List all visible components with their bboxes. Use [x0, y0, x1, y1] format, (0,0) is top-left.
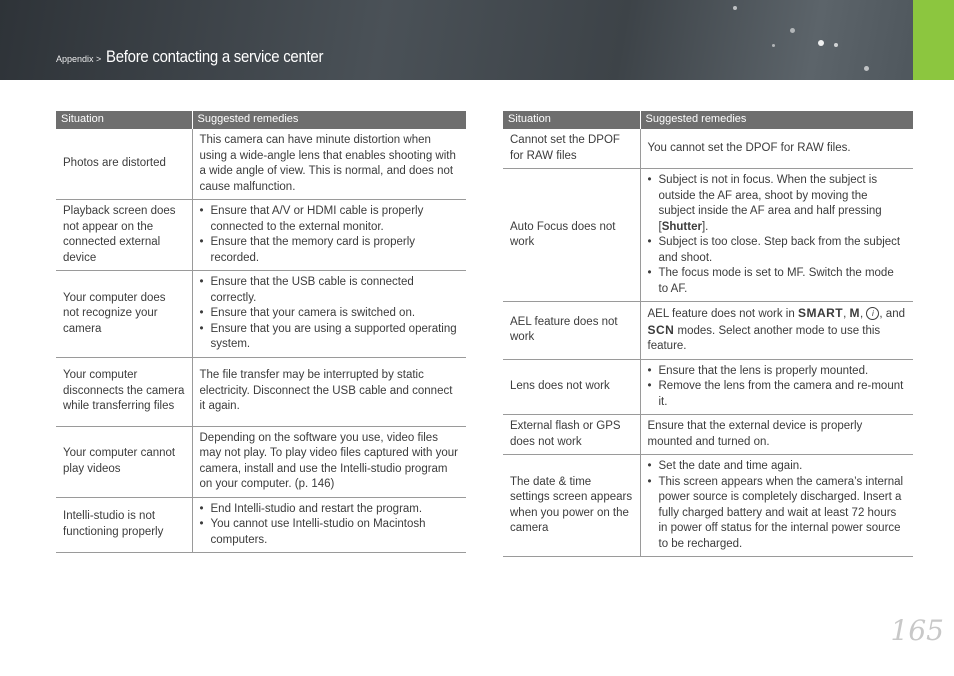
situation-cell: Playback screen does not appear on the connected external device [56, 200, 192, 271]
situation-cell: Cannot set the DPOF for RAW files [503, 129, 640, 169]
remedy-text: AEL feature does not work in [647, 308, 798, 320]
table-row [56, 129, 466, 200]
remedy-cell [192, 497, 466, 553]
remedy-cell [640, 302, 913, 360]
table-header-row [503, 111, 913, 129]
table-row [56, 271, 466, 358]
smart-mode-icon: SMART [797, 306, 844, 320]
remedy-bullet: • Ensure that the memory card is properly recorded. [200, 235, 460, 266]
remedy-bullet: • Ensure that A/V or HDMI cable is properly connected to the external monitor. [200, 204, 460, 235]
remedy-cell [192, 271, 466, 358]
decorative-light [733, 6, 737, 10]
remedy-bullet: • You cannot use Intelli-studio on Macintosh computers. [200, 517, 460, 548]
situation-cell: AEL feature does not work [503, 302, 640, 360]
decorative-light [772, 44, 775, 47]
remedy-bullet: • The focus mode is set to MF. Switch the mode to AF. [648, 266, 907, 297]
table-row [56, 426, 466, 497]
remedy-cell: Depending on the software you use, video files may not play. To play video files captured with your camera, install and use the Intelli-studio program on your computer. (p. 146) [192, 426, 466, 497]
i-function-icon: i [866, 307, 879, 320]
remedy-cell [640, 455, 913, 557]
remedy-text: , [860, 308, 867, 320]
right-troubleshooting-table [503, 111, 913, 557]
column-header-situation: Situation [503, 111, 640, 129]
breadcrumb-parent[interactable]: Appendix > [56, 54, 102, 64]
table-row [503, 359, 913, 415]
left-troubleshooting-table [56, 111, 466, 553]
remedy-bullet [648, 173, 907, 235]
table-row [503, 455, 913, 557]
table-row [56, 357, 466, 426]
remedy-cell: The file transfer may be interrupted by static electricity. Disconnect the USB cable and connect it again. [192, 357, 466, 426]
column-header-remedies: Suggested remedies [192, 111, 466, 129]
remedy-bullet: • Ensure that your camera is switched on. [200, 306, 460, 322]
remedy-text: , and [879, 308, 905, 320]
breadcrumb [56, 47, 353, 67]
remedy-bullet: • This screen appears when the camera’s internal power source is completely discharged. Insert a fully charged battery and wait at least 72 hours in power off status for the internal power source to be recharged. [648, 475, 907, 553]
situation-cell: Photos are distorted [56, 129, 192, 200]
remedy-cell: This camera can have minute distortion when using a wide-angle lens that enables shooting with a wide angle of view. This is normal, and does not cause malfunction. [192, 129, 466, 200]
shutter-button-label: Shutter [661, 220, 702, 233]
remedy-cell: Ensure that the external device is properly mounted and turned on. [640, 415, 913, 455]
situation-cell: Auto Focus does not work [503, 169, 640, 302]
column-header-situation: Situation [56, 111, 192, 129]
table-row [503, 415, 913, 455]
remedy-cell [640, 169, 913, 302]
manual-mode-icon: M [849, 306, 861, 320]
remedy-cell: You cannot set the DPOF for RAW files. [640, 129, 913, 169]
page-header [0, 0, 954, 80]
scene-mode-icon: SCN [647, 322, 675, 337]
table-row [503, 129, 913, 169]
section-tab [913, 0, 954, 80]
page-title: Before contacting a service center [105, 47, 323, 66]
situation-cell: Your computer cannot play videos [56, 426, 192, 497]
bracket-close: ]. [701, 220, 709, 233]
remedy-bullet: • Remove the lens from the camera and re-mount it. [648, 379, 907, 410]
remedy-cell [640, 359, 913, 415]
situation-cell: The date & time settings screen appears when you power on the camera [503, 455, 640, 557]
decorative-light [864, 66, 869, 71]
remedy-bullet-text: Subject is not in focus. When the subject is outside the AF area, shoot by moving the subject inside the AF area and half pressing [ [658, 174, 882, 233]
remedy-bullet: • End Intelli-studio and restart the program. [200, 502, 460, 518]
table-row [56, 200, 466, 271]
remedy-bullet: • Set the date and time again. [648, 459, 907, 475]
decorative-light [790, 28, 795, 33]
remedy-bullet: • Subject is too close. Step back from the subject and shoot. [648, 235, 907, 266]
table-header-row [56, 111, 466, 129]
table-row [56, 497, 466, 553]
situation-cell: Your computer does not recognize your camera [56, 271, 192, 358]
column-header-remedies: Suggested remedies [640, 111, 913, 129]
remedy-bullet: • Ensure that you are using a supported operating system. [200, 322, 460, 353]
remedy-bullet: • Ensure that the lens is properly mounted. [648, 364, 907, 380]
decorative-light [818, 40, 824, 46]
situation-cell: Your computer disconnects the camera while transferring files [56, 357, 192, 426]
table-row [503, 169, 913, 302]
remedy-cell [192, 200, 466, 271]
remedy-bullet: • Ensure that the USB cable is connected correctly. [200, 275, 460, 306]
remedy-text: , [843, 308, 850, 320]
situation-cell: Intelli-studio is not functioning properly [56, 497, 192, 553]
remedy-text: modes. Select another mode to use this feature. [647, 324, 881, 352]
situation-cell: Lens does not work [503, 359, 640, 415]
table-row [503, 302, 913, 360]
page-number: 165 [890, 614, 944, 647]
situation-cell: External flash or GPS does not work [503, 415, 640, 455]
decorative-light [834, 43, 838, 47]
